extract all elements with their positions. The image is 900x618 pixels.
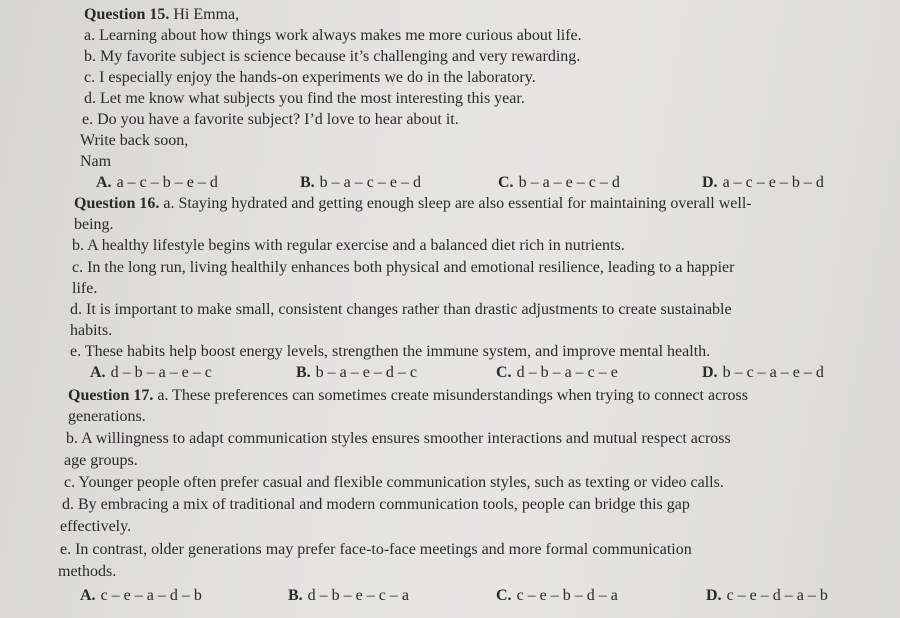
q17-line-b: b. A willingness to adapt communication styles ensures smoother interactions and mutual respect across	[66, 430, 731, 447]
q15-signature: Nam	[80, 153, 112, 170]
q15-line-e: e. Do you have a favorite subject? I’d love to hear about it.	[82, 111, 459, 128]
question-label: Question 17.	[68, 387, 154, 404]
q17-line-e: e. In contrast, older generations may prefer face-to-face meetings and more formal communication	[60, 541, 692, 558]
q17-line-b-cont: age groups.	[64, 452, 138, 469]
q17-line-d-cont: effectively.	[60, 518, 132, 535]
letter-greeting: Hi Emma,	[173, 6, 240, 23]
q17-option-c[interactable]: C. c – e – b – d – a	[496, 587, 618, 604]
q15-signoff: Write back soon,	[80, 132, 189, 149]
question-label: Question 15.	[84, 6, 170, 23]
q16-line-c: c. In the long run, living healthily enhances both physical and emotional resilience, leading to a happier	[72, 259, 735, 276]
q15-option-b[interactable]: B. b – a – c – e – d	[300, 174, 421, 191]
q17-line-a-cont: generations.	[68, 408, 146, 425]
q17-option-d[interactable]: D. c – e – d – a – b	[706, 587, 828, 604]
q15-line-a: a. Learning about how things work always makes me more curious about life.	[84, 27, 582, 44]
q16-option-c[interactable]: C. d – b – a – c – e	[496, 364, 618, 381]
q16-option-a[interactable]: A. d – b – a – e – c	[90, 364, 212, 381]
q16-line-b: b. A healthy lifestyle begins with regular exercise and a balanced diet rich in nutrients.	[72, 237, 625, 254]
q16-line-e: e. These habits help boost energy levels, strengthen the immune system, and improve mental health.	[70, 343, 711, 360]
q15-option-d[interactable]: D. a – c – e – b – d	[702, 174, 824, 191]
q15-option-c[interactable]: C. b – a – e – c – d	[498, 174, 620, 191]
q16-option-b[interactable]: B. b – a – e – d – c	[296, 364, 417, 381]
q17-line-d: d. By embracing a mix of traditional and modern communication tools, people can bridge this gap	[62, 496, 690, 513]
q16-line-a-cont: being.	[74, 216, 114, 233]
q15-line-b: b. My favorite subject is science because it’s challenging and very rewarding.	[84, 48, 581, 65]
question-15-heading	[84, 5, 239, 25]
q15-line-c: c. I especially enjoy the hands-on experiments we do in the laboratory.	[84, 69, 536, 86]
q15-line-d: d. Let me know what subjects you find the most interesting this year.	[84, 90, 525, 107]
q16-line-d-cont: habits.	[70, 322, 113, 339]
q16-option-d[interactable]: D. b – c – a – e – d	[702, 364, 824, 381]
q17-line-c: c. Younger people often prefer casual and flexible communication styles, such as texting or video calls.	[64, 474, 724, 491]
question-17-line-a: Question 17. a. These preferences can sometimes create misunderstandings when trying to connect across	[68, 387, 748, 404]
q15-option-a[interactable]: A. a – c – b – e – d	[96, 174, 218, 191]
q17-option-a[interactable]: A. c – e – a – d – b	[80, 587, 202, 604]
q17-option-b[interactable]: B. d – b – e – c – a	[288, 587, 409, 604]
q16-line-c-cont: life.	[72, 280, 98, 297]
question-label: Question 16.	[74, 195, 160, 212]
q16-line-d: d. It is important to make small, consistent changes rather than drastic adjustments to create sustainable	[70, 301, 732, 318]
q17-line-e-cont: methods.	[58, 563, 117, 580]
question-16-line-a: Question 16. a. Staying hydrated and getting enough sleep are also essential for maintaining overall well-	[74, 195, 752, 212]
